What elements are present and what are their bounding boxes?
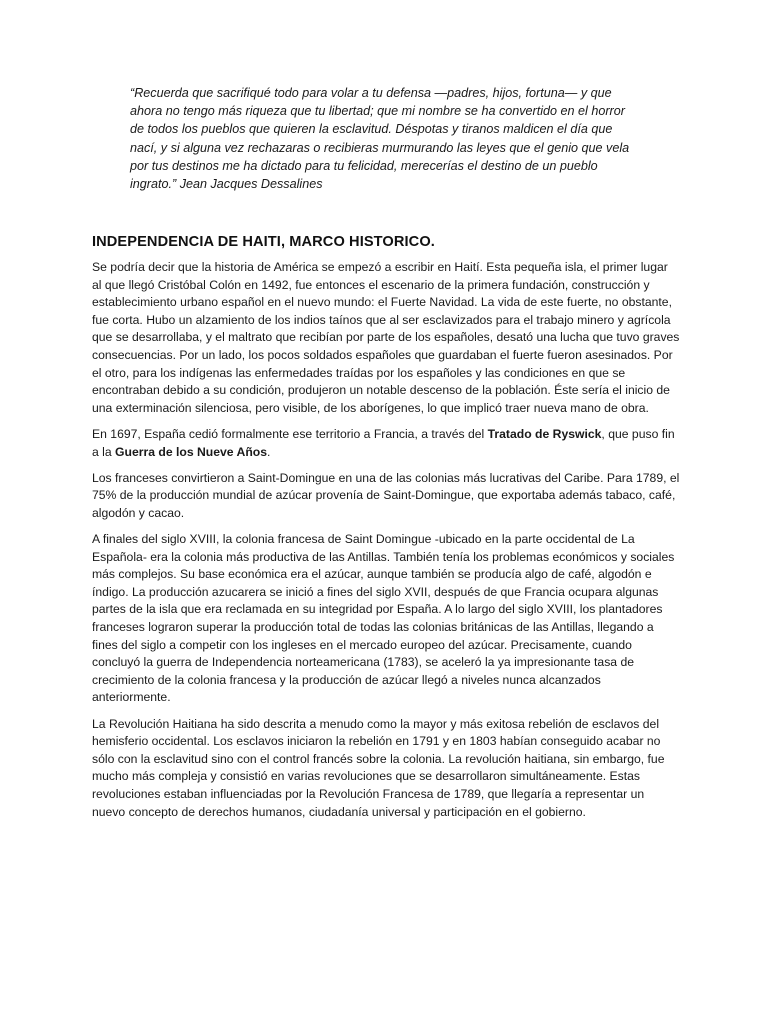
section-title: INDEPENDENCIA DE HAITI, MARCO HISTORICO.: [92, 234, 435, 250]
paragraph-text: .: [267, 444, 271, 459]
paragraph-text: En 1697, España cedió formalmente ese territorio a Francia, a través del: [92, 426, 488, 441]
document-body: [92, 234, 680, 830]
paragraph-haitian-revolution: La Revolución Haitiana ha sido descrita a menudo como la mayor y más exitosa rebelión de esclavos del hemisferio occidental. Los esclavos iniciaron la rebelión en 1791 y en 1803 habían conseguido acabar no sólo con la esclavitud sino con el control francés sobre la colonia. La revolución haitiana, sin embargo, fue mucho más compleja y consistió en varias revoluciones que se desarrollaron simultáneamente. Estas revoluciones estaban influenciadas por la Revolución Francesa de 1789, que llegaría a representar un nuevo concepto de derechos humanos, ciudadanía universal y participación en el gobierno.: [92, 716, 665, 819]
paragraph-text: , que puso fin a la: [92, 426, 675, 459]
war-name: Guerra de los Nueve Años: [115, 444, 267, 459]
paragraph-haiti-history: Se podría decir que la historia de América se empezó a escribir en Haití. Esta pequeña isla, el primer lugar al que llegó Cristóbal Colón en 1492, fue entonces el escenario de la primera fundación, construcción y establecimiento urbano español en el nuevo mundo: el Fuerte Navidad. La vida de este fuerte, no obstante, fue corta. Hubo un alzamiento de los indios taínos que al ser esclavizados para el trabajo minero y agrícola que se desarrollaba, y el maltrato que recibían por parte de los españoles, desató una lucha que tuvo graves consecuencias. Por un lado, los pocos soldados españoles que guardaban el fuerte fueron asesinados. Por el otro, para los indígenas las enfermedades traídas por los españoles y las condiciones en que se encontraban debido a su condición, produjeron un notable descenso de la población. Éste sería el inicio de una exterminación silenciosa, pero visible, de los aborígenes, lo que implicó traer nueva mano de obra.: [92, 260, 680, 415]
paragraph-treaty-ryswick: [92, 426, 680, 461]
paragraph-saint-domingue-economy: Los franceses convirtieron a Saint-Domingue en una de las colonias más lucrativas del Caribe. Para 1789, el 75% de la producción mundial de azúcar provenía de Saint-Domingue, que exportaba además tabaco, café, algodón y cacao.: [92, 470, 680, 520]
epigraph-quote: “Recuerda que sacrifiqué todo para volar a tu defensa —padres, hijos, fortuna— y que ahora no tengo más riqueza que tu libertad; que mi nombre se ha convertido en el horror de todos los pueblos que quieren la esclavitud. Déspotas y tiranos maldicen el día que nací, y si alguna vez rechazaras o recibieras murmurando las leyes que el genio que vela por tus destinos me ha dictado para tu felicidad, merecerías el destino de un pueblo ingrato.” Jean Jacques Dessalines: [130, 86, 630, 192]
paragraph-eighteenth-century: A finales del siglo XVIII, la colonia francesa de Saint Domingue -ubicado en la parte occidental de La Española- era la colonia más productiva de las Antillas. También tenía los problemas económicos y sociales más complejos. Su base económica era el azúcar, aunque también se producía algo de café, algodón e índigo. La producción azucarera se inició a fines del siglo XVII, después de que Francia ocupara algunas partes de la isla que era reclamada en su integridad por España. A lo largo del siglo XVIII, los plantadores franceses lograron superar la producción total de todas las colonias británicas de las Antillas, llegando a fines del siglo a competir con los ingleses en el mercado europeo del azúcar. Precisamente, cuando concluyó la guerra de Independencia norteamericana (1783), se aceleró la ya impresionante tasa de crecimiento de la colonia francesa y la producción de azúcar llegó a niveles nunca alcanzados anteriormente.: [92, 532, 675, 705]
treaty-name: Tratado de Ryswick: [487, 426, 602, 441]
